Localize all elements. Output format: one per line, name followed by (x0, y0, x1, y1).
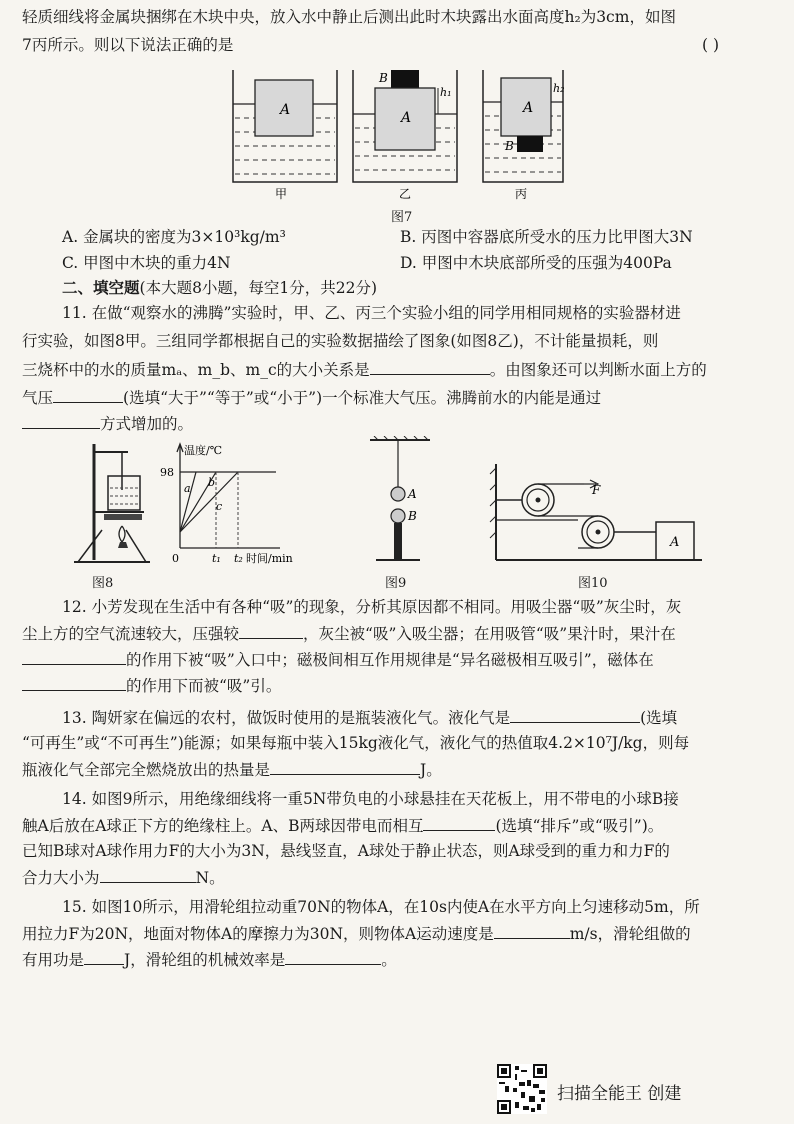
q13-line1-text-b: (选填 (640, 709, 678, 727)
q12-line1: 12. 小芳发现在生活中有各种“吸”的现象，分析其原因都不相同。用吸尘器“吸”灰尘时，灰 (62, 598, 682, 616)
q12-line3-text: 的作用下被“吸”入口中；磁极间相互作用规律是“异名磁极相互吸引”，磁体在 (126, 651, 654, 669)
fig7-beaker-bing (483, 70, 565, 182)
fig7-beaker-jia (233, 70, 337, 182)
q12-line3 (22, 648, 654, 671)
q14-line4-text-a: 合力大小为 (22, 869, 100, 887)
q15-line3-text-a: 有用功是 (22, 951, 85, 969)
q14-line3: 已知B球对A球作用力F的大小为3N，悬线竖直，A球处于静止状态，则A球受到的重力和力F的 (22, 842, 670, 860)
q15-line2-text-b: m/s，滑轮组做的 (569, 925, 691, 943)
q14-line4 (22, 866, 225, 889)
q15-blank-1[interactable] (494, 922, 570, 939)
fig8-apparatus (72, 438, 152, 568)
q15-line3 (22, 948, 397, 971)
q10-line2: 7丙所示。则以下说法正确的是 (22, 36, 234, 54)
watermark-text: 扫描全能王 创建 (557, 1084, 682, 1104)
q11-line3-text-b: 。由图象还可以判断水面上方的 (489, 361, 707, 379)
q11-line4 (22, 386, 601, 409)
fig8-t2: t₂ (234, 552, 243, 565)
fig7-bing-B-label: B (505, 139, 514, 153)
q13-line2: “可再生”或“不可再生”)能源；如果每瓶中装入15kg液化气，液化气的热值取4.2×10⁷J/kg，则每 (22, 734, 690, 752)
fig8-series-c: c (216, 500, 223, 513)
q13-line1-text-a: 13. 陶妍家在偏远的农村，做饭时使用的是瓶装液化气。液化气是 (62, 709, 511, 727)
section-title: 二、填空题 (62, 278, 140, 297)
q12-blank-1[interactable] (239, 622, 303, 639)
fig8-ylabel: 温度/℃ (184, 444, 223, 457)
fig10-caption: 图10 (578, 576, 608, 591)
fig7-caption: 图7 (391, 210, 413, 225)
fig7-yi-B-label: B (379, 71, 388, 85)
q13-line3-text-a: 瓶液化气全部完全燃烧放出的热量是 (22, 761, 271, 779)
q11-line3-text-a: 三烧杯中的水的质量mₐ、m_b、m_c的大小关系是 (22, 361, 370, 379)
section-note: (本大题8小题，每空1分，共22分) (139, 279, 378, 297)
fig7-h2-label: h₂ (553, 82, 565, 95)
q12-line4 (22, 674, 281, 697)
fig7-label-bing: 丙 (515, 187, 528, 201)
fig7-label-yi: 乙 (399, 187, 412, 201)
q13-line1 (62, 706, 677, 729)
figure-7 (225, 62, 575, 212)
fig9-caption: 图9 (385, 576, 407, 591)
q14-line2 (22, 814, 663, 837)
q12-line2 (22, 622, 676, 645)
q11-blank-1[interactable] (370, 358, 490, 375)
q12-line2-text-a: 尘上方的空气流速较大，压强较 (22, 625, 240, 643)
fig8-xlabel: 时间/min (246, 552, 293, 565)
q13-line3-text-b: J。 (420, 761, 442, 779)
q10-line1: 轻质细线将金属块捆绑在木块中央，放入水中静止后测出此时木块露出水面高度h₂为3cm，如图 (22, 8, 676, 26)
fig10-F-label: F (592, 483, 601, 497)
q14-line1: 14. 如图9所示，用绝缘细线将一重5N带负电的小球悬挂在天花板上，用不带电的小球B接 (62, 790, 679, 808)
q10-answer-paren: ( ) (702, 36, 720, 54)
fig8-series-b: b (208, 476, 216, 489)
q11-line4-text-a: 气压 (22, 389, 54, 407)
fig7-bing-A-label: A (523, 100, 534, 116)
fig8-t1: t₁ (212, 552, 221, 565)
fig8-caption: 图8 (92, 576, 114, 591)
q14-blank-1[interactable] (423, 814, 495, 831)
fig7-beaker-yi (353, 70, 457, 182)
q10-option-a: A. 金属块的密度为3×10³kg/m³ (62, 228, 286, 246)
q13-blank-2[interactable] (270, 758, 420, 775)
q11-line5 (22, 412, 193, 435)
q14-line2-text-a: 触A后放在A球正下方的绝缘柱上。A、B两球因带电而相互 (22, 817, 424, 835)
q12-line2-text-b: ，灰尘被“吸”入吸尘器；在用吸管“吸”果汁时，果汁在 (303, 625, 676, 643)
q15-line3-text-b: J，滑轮组的机械效率是 (124, 951, 286, 969)
q11-line4-text-b: (选填“大于”“等于”或“小于”)一个标准大气压。沸腾前水的内能是通过 (123, 389, 602, 407)
qr-code-icon (497, 1064, 547, 1114)
q14-line4-text-b: N。 (195, 869, 225, 887)
q15-blank-3[interactable] (285, 948, 381, 965)
q12-blank-2[interactable] (22, 648, 126, 665)
q14-blank-2[interactable] (100, 866, 196, 883)
q14-line2-text-b: (选填“排斥”或“吸引”)。 (495, 817, 664, 835)
q11-line1: 11. 在做“观察水的沸腾”实验时，甲、乙、丙三个实验小组的同学用相同规格的实验器材进 (62, 304, 681, 322)
q11-blank-3[interactable] (22, 412, 100, 429)
q13-blank-1[interactable] (510, 706, 640, 723)
q15-line2-text-a: 用拉力F为20N，地面对物体A的摩擦力为30N，则物体A运动速度是 (22, 925, 494, 943)
q15-blank-2[interactable] (84, 948, 124, 965)
q10-option-d: D. 甲图中木块底部所受的压强为400Pa (400, 254, 672, 272)
figure-10 (488, 460, 708, 566)
fig8-origin: 0 (172, 552, 179, 565)
q10-option-c: C. 甲图中木块的重力4N (62, 254, 231, 272)
section-heading (62, 277, 377, 299)
fig8-graph (160, 440, 320, 570)
q15-line1: 15. 如图10所示，用滑轮组拉动重70N的物体A，在10s内使A在水平方向上匀速移动5m，所 (62, 898, 700, 916)
q11-line3 (22, 358, 707, 381)
figure-9 (360, 436, 440, 566)
q11-line2: 行实验，如图8甲。三组同学都根据自己的实验数据描绘了图象(如图8乙)，不计能量损耗，则 (22, 332, 659, 350)
q11-line5-text: 方式增加的。 (100, 415, 194, 433)
fig7-h1-label: h₁ (440, 86, 452, 99)
fig10-A-label: A (670, 535, 680, 550)
fig9-A-label: A (408, 487, 417, 501)
q12-blank-3[interactable] (22, 674, 126, 691)
scanner-watermark (497, 1064, 757, 1118)
fig8-y-tick-98: 98 (160, 466, 174, 479)
q12-line4-text: 的作用下而被“吸”引。 (126, 677, 282, 695)
fig8-series-a: a (184, 482, 191, 495)
fig9-B-label: B (408, 509, 417, 523)
q15-line2 (22, 922, 691, 945)
q11-blank-2[interactable] (53, 386, 123, 403)
q15-line3-text-c: 。 (381, 951, 397, 969)
fig7-jia-block-label: A (280, 102, 291, 118)
q10-option-b: B. 丙图中容器底所受水的压力比甲图大3N (400, 228, 693, 246)
fig7-label-jia: 甲 (275, 187, 288, 201)
fig7-yi-A-label: A (401, 110, 412, 126)
q13-line3 (22, 758, 442, 781)
